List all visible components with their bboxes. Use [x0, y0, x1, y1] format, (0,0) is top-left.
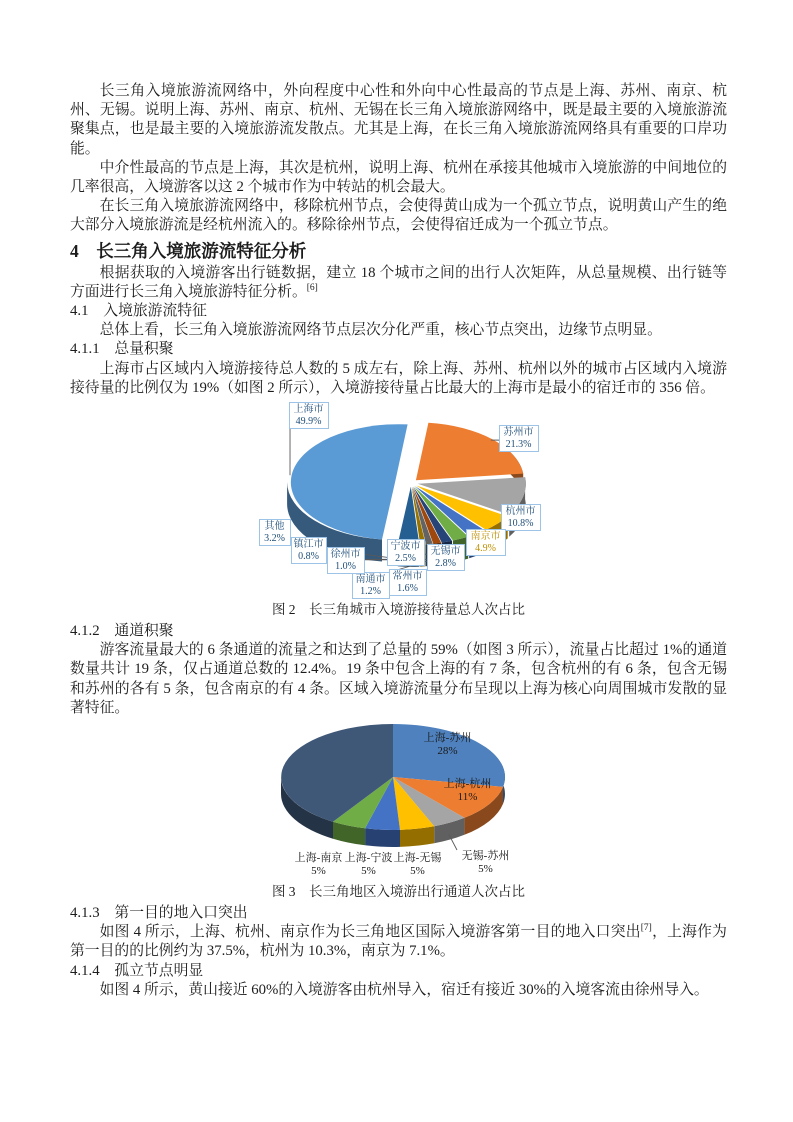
paragraph-first-destination-rest: ，上海作为第一目的的比例约为 37.5%，杭州为 10.3%，南京为 7.1%。	[70, 924, 727, 960]
paragraph-centrality: 长三角入境旅游流网络中，外向程度中心性和外向中心性最高的节点是上海、苏州、南京、杭州、无锡。说明上海、苏州、南京、杭州、无锡在长三角入境旅游网络中，既是最主要的入境旅游流聚集点，也是最主要的入境旅游流发散点。尤其是上海，在长三角入境旅游流网络具有重要的口岸功能。	[70, 83, 727, 157]
figure-2-pie-chart	[119, 400, 679, 619]
pie-label-无锡-苏州: 无锡-苏州 5%	[461, 850, 510, 876]
pie-label-苏州市: 苏州市 21.3%	[499, 425, 539, 452]
paragraph-first-destination	[70, 923, 727, 961]
section-heading-4-1-3: 4.1.3 第一目的地入口突出	[70, 905, 248, 922]
figure-2-caption: 图 2 长三角城市入境游接待量总人次占比	[271, 602, 526, 618]
paragraph-isolated-obvious: 如图 4 所示，黄山接近 60%的入境游客由杭州导入，宿迁有接近 30%的入境客流由徐州导入。	[99, 981, 709, 998]
paragraph-channel-aggregation: 游客流量最大的 6 条通道的流量之和达到了总量的 59%（如图 3 所示），流量占比超过 1%的通道数量共计 19 条，仅占通道总数的 12.4%。19 条中包含上海的有 7 条，包含杭州的有 6 条，包含无锡和苏州的各有 5 条，包含南京的有 4 条。区域入境游流量分布呈现以上海为核心向周围城市发散的显著特征。	[70, 642, 727, 716]
paragraph-total-aggregation: 上海市占区域内入境游接待总人数的 5 成左右，除上海、苏州、杭州以外的城市占区域内入境游接待量的比例仅为 19%（如图 2 所示），入境游接待量占比最大的上海市是最小的宿迁市的 356 倍。	[70, 360, 727, 396]
pie-label-上海-南京: 上海-南京 5%	[294, 852, 343, 878]
pie-label-南京市: 南京市 4.9%	[466, 529, 506, 556]
pie-label-上海-苏州: 上海-苏州 28%	[423, 732, 472, 758]
pie-label-上海市: 上海市 49.9%	[289, 402, 329, 429]
pie-label-上海-杭州: 上海-杭州 11%	[443, 778, 492, 804]
pie-label-镇江市: 镇江市 0.8%	[291, 537, 327, 564]
figure-3-caption: 图 3 长三角地区入境游出行通道人次占比	[271, 884, 526, 900]
pie-label-无锡市: 无锡市 2.8%	[427, 544, 465, 571]
pie-label-上海-宁波: 上海-宁波 5%	[344, 852, 393, 878]
paragraph-betweenness: 中介性最高的节点是上海，其次是杭州，说明上海、杭州在承接其他城市入境旅游的中间地位的几率很高，入境游客以这 2 个城市作为中转站的机会最大。	[70, 159, 727, 196]
paragraph-isolated-nodes: 在长三角入境旅游流网络中，移除杭州节点，会使得黄山成为一个孤立节点，说明黄山产生的绝大部分入境旅游流是经杭州流入的。移除徐州节点，会使得宿迁成为一个孤立节点。	[70, 198, 727, 234]
pie-label-上海-无锡: 上海-无锡 5%	[393, 852, 442, 878]
pie-label-徐州市: 徐州市 1.0%	[327, 547, 365, 574]
pie-label-其他: 其他 3.2%	[259, 519, 291, 546]
pie-label-宁波市: 宁波市 2.5%	[387, 539, 425, 566]
paragraph-matrix	[70, 264, 727, 302]
pie-label-常州市: 常州市 1.6%	[389, 569, 427, 596]
paragraph-overview: 总体上看，长三角入境旅游流网络节点层次分化严重，核心节点突出，边缘节点明显。	[99, 322, 662, 339]
pie-label-杭州市: 杭州市 10.8%	[501, 504, 541, 531]
section-heading-4: 4 长三角入境旅游流特征分析	[70, 240, 307, 261]
paragraph-matrix-text: 根据获取的入境游客出行链数据，建立 18 个城市之间的出行人次矩阵，从总量规模、出行链等方面进行长三角入境旅游特征分析。	[70, 264, 727, 300]
section-heading-4-1-4: 4.1.4 孤立节点明显	[70, 962, 204, 979]
section-heading-4-1-1: 4.1.1 总量积聚	[70, 341, 174, 358]
section-heading-4-1-2: 4.1.2 通道积聚	[70, 623, 174, 640]
pie-label-南通市: 南通市 1.2%	[352, 572, 390, 599]
section-heading-4-1: 4.1 入境旅游流特征	[70, 303, 207, 320]
citation-6: [6]	[306, 282, 318, 293]
figure-3-pie-chart	[119, 720, 679, 901]
paragraph-first-destination-text: 如图 4 所示，上海、杭州、南京作为长三角地区国际入境游客第一目的地入口突出	[99, 924, 641, 941]
citation-7: [7]	[640, 923, 652, 934]
